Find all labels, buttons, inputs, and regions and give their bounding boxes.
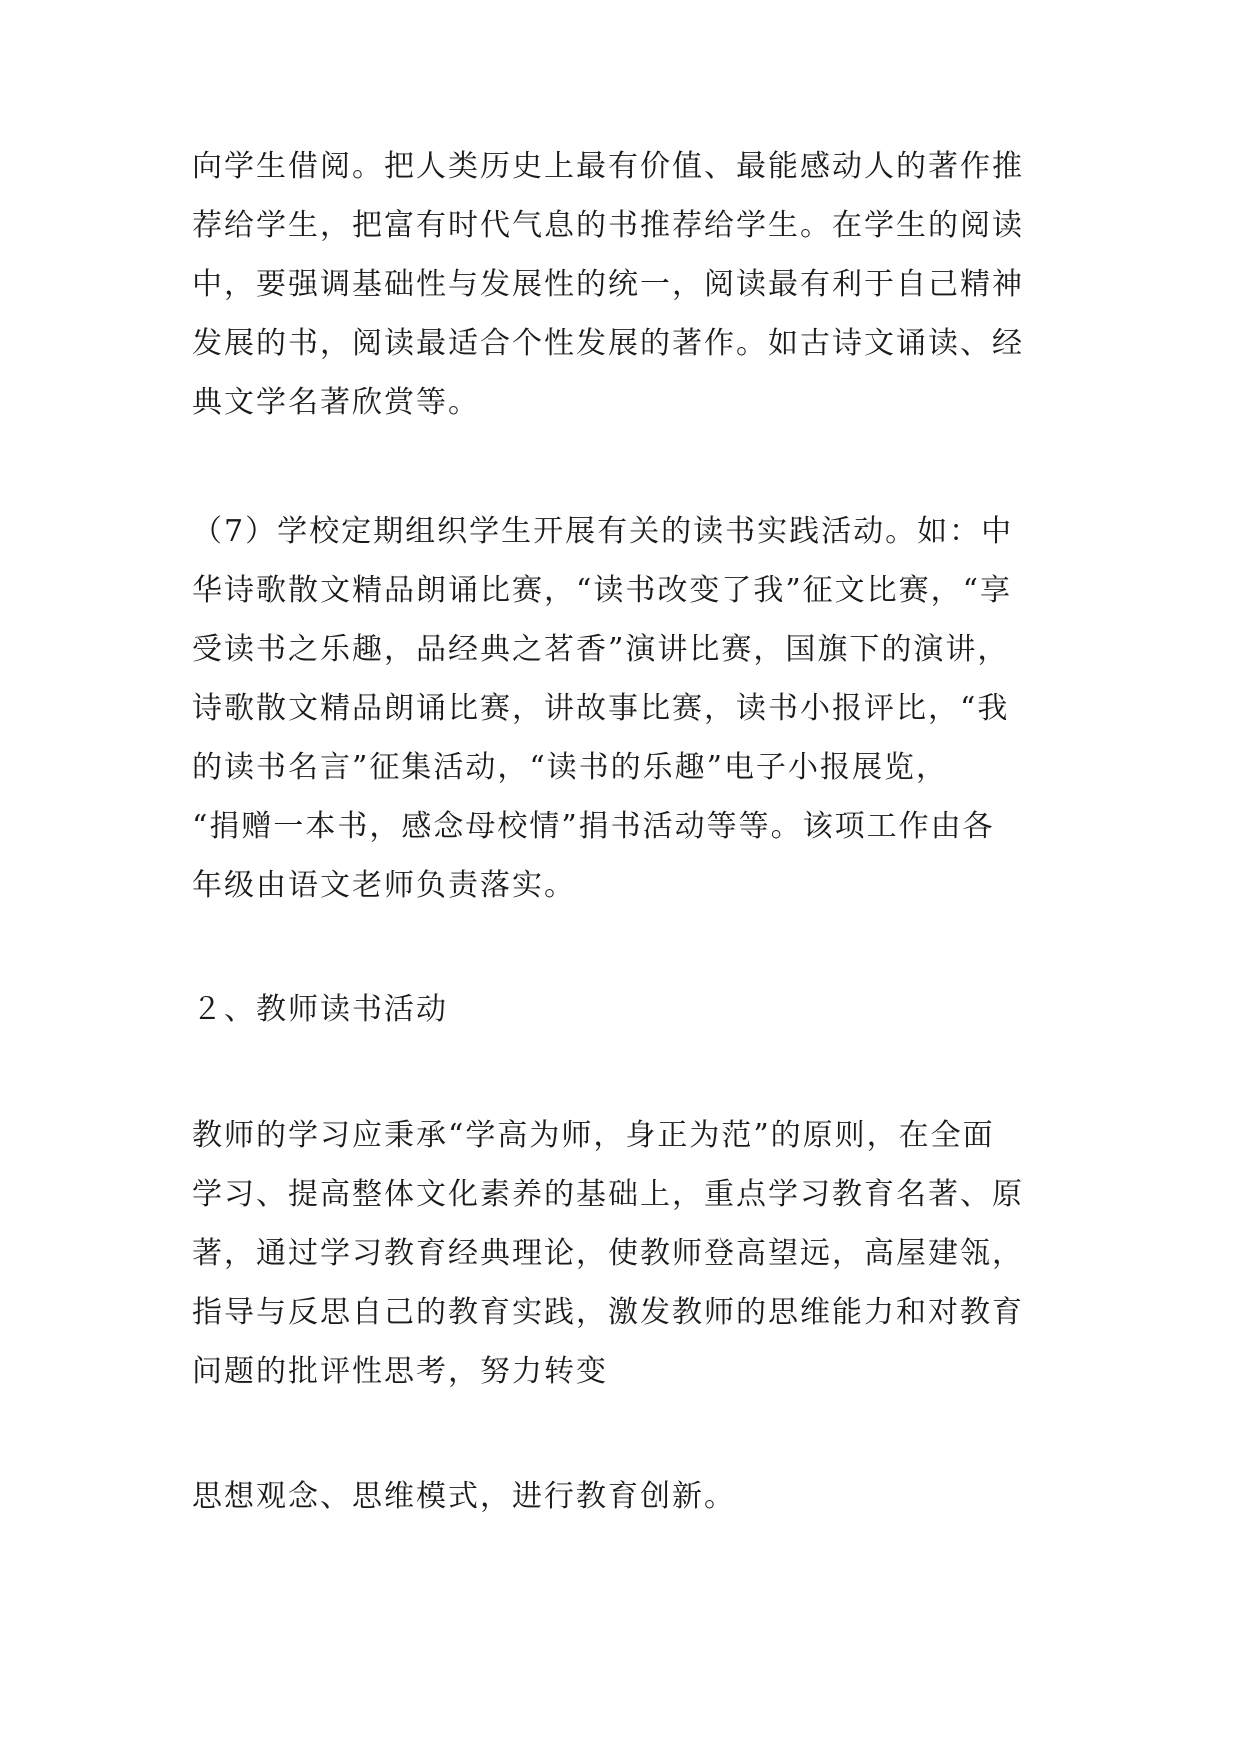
text-line: 荐给学生，把富有时代气息的书推荐给学生。在学生的阅读 xyxy=(192,208,1024,243)
text-line: 教师的学习应秉承“学高为师，身正为范”的原则，在全面 xyxy=(192,1118,995,1153)
text-line: 中，要强调基础性与发展性的统一，阅读最有利于自己精神 xyxy=(192,267,1024,302)
paragraph-innovation xyxy=(192,1467,1072,1526)
text-line: 年级由语文老师负责落实。 xyxy=(192,868,576,903)
paragraph-teacher-learning xyxy=(192,1106,1072,1401)
section-heading-teacher-reading xyxy=(192,980,1072,1039)
text-line: （7）学校定期组织学生开展有关的读书实践活动。如：中 xyxy=(192,514,1014,549)
text-line: 典文学名著欣赏等。 xyxy=(192,385,480,420)
text-line: 问题的批评性思考，努力转变 xyxy=(192,1354,608,1389)
text-line: 的读书名言”征集活动，“读书的乐趣”电子小报展览， xyxy=(192,750,949,785)
text-line: 著，通过学习教育经典理论，使教师登高望远，高屋建瓴， xyxy=(192,1236,1024,1271)
text-line: 华诗歌散文精品朗诵比赛，“读书改变了我”征文比赛，“享 xyxy=(192,573,1013,608)
text-line: 受读书之乐趣，品经典之茗香”演讲比赛，国旗下的演讲， xyxy=(192,632,1010,667)
text-line: 向学生借阅。把人类历史上最有价值、最能感动人的著作推 xyxy=(192,149,1024,184)
text-line: 诗歌散文精品朗诵比赛，讲故事比赛，读书小报评比，“我 xyxy=(192,691,1010,726)
text-line: 思想观念、思维模式，进行教育创新。 xyxy=(192,1479,736,1514)
paragraph-reading-activities xyxy=(192,502,1072,915)
text-line: 学习、提高整体文化素养的基础上，重点学习教育名著、原 xyxy=(192,1177,1024,1212)
paragraph-reading-recommendation xyxy=(192,137,1072,432)
text-line: 指导与反思自己的教育实践，激发教师的思维能力和对教育 xyxy=(192,1295,1024,1330)
text-line: “捐赠一本书，感念母校情”捐书活动等等。该项工作由各 xyxy=(192,809,995,844)
text-line: 发展的书，阅读最适合个性发展的著作。如古诗文诵读、经 xyxy=(192,326,1024,361)
section-heading: ２、教师读书活动 xyxy=(192,992,448,1027)
